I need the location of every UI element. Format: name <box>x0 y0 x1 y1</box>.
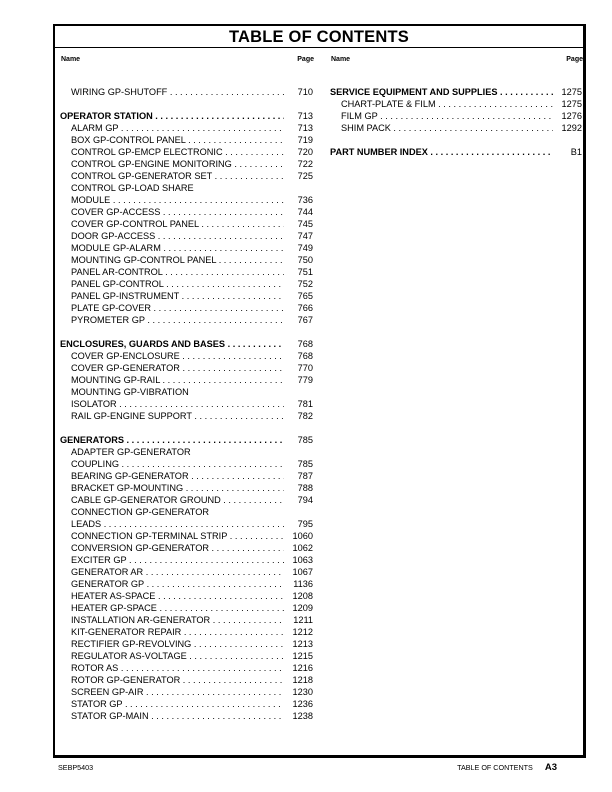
entry-name-text: REGULATOR AS-VOLTAGE <box>71 651 187 661</box>
entry-page-number: 1230 <box>292 687 313 697</box>
entry-page-number: 1060 <box>292 531 313 541</box>
entry-name <box>71 158 284 170</box>
entry-page-number: 719 <box>297 135 313 145</box>
entry-name <box>71 86 284 98</box>
entry-page-number: 1212 <box>292 627 313 637</box>
entry-page-number: 1215 <box>292 651 313 661</box>
entry-name-text: CONNECTION GP-TERMINAL STRIP <box>71 531 228 541</box>
entry-name <box>71 230 284 242</box>
toc-entry[interactable] <box>60 386 314 398</box>
toc-section-entry[interactable] <box>60 338 314 350</box>
entry-name <box>71 218 284 230</box>
footer-right <box>457 762 557 773</box>
toc-entry[interactable] <box>60 122 314 134</box>
toc-entry[interactable] <box>60 158 314 170</box>
entry-page-number: 750 <box>297 255 313 265</box>
entry-name <box>71 242 284 254</box>
entry-page-number: 766 <box>297 303 313 313</box>
toc-entry[interactable] <box>60 566 314 578</box>
toc-entry[interactable] <box>60 590 314 602</box>
entry-name <box>341 122 553 134</box>
entry-page-number: 752 <box>297 279 313 289</box>
entry-page-number: 1213 <box>292 639 313 649</box>
entry-name-text: PLATE GP-COVER <box>71 303 151 313</box>
entry-name <box>71 602 284 614</box>
toc-entry[interactable] <box>60 86 314 98</box>
entry-name <box>71 398 284 410</box>
entry-page-number: 779 <box>297 375 313 385</box>
page-frame <box>53 24 586 758</box>
entry-name-text: PART NUMBER INDEX <box>330 147 428 157</box>
entry-name <box>71 542 284 554</box>
column-header <box>60 56 314 68</box>
entry-page-number: 781 <box>297 399 313 409</box>
toc-entry[interactable] <box>60 254 314 266</box>
entry-name-text: CONTROL GP-EMCP ELECTRONIC <box>71 147 223 157</box>
toc-entry[interactable] <box>60 278 314 290</box>
entry-page-number: 788 <box>297 483 313 493</box>
entry-page-number: 1236 <box>292 699 313 709</box>
entry-name <box>71 590 284 602</box>
toc-entry[interactable] <box>60 230 314 242</box>
entry-name <box>71 650 284 662</box>
entry-page-number: 1238 <box>292 711 313 721</box>
entry-name-text: COVER GP-ACCESS <box>71 207 161 217</box>
entry-name <box>71 374 284 386</box>
toc-entry[interactable] <box>60 518 314 530</box>
entry-name-text: DOOR GP-ACCESS <box>71 231 156 241</box>
toc-entry[interactable] <box>60 638 314 650</box>
entry-page-number: 725 <box>297 171 313 181</box>
entry-name-text: LEADS <box>71 519 102 529</box>
entry-name-text: INSTALLATION AR-GENERATOR <box>71 615 211 625</box>
entry-page-number: 767 <box>297 315 313 325</box>
entry-name-text: BOX GP-CONTROL PANEL <box>71 135 186 145</box>
entry-name <box>71 170 284 182</box>
entry-name <box>71 194 284 206</box>
entry-name-text: COVER GP-GENERATOR <box>71 363 180 373</box>
entry-name <box>71 530 284 542</box>
column-header-page: Page <box>297 56 314 63</box>
entry-page-number: 785 <box>297 459 313 469</box>
entry-name-text: CHART-PLATE & FILM <box>341 99 436 109</box>
entry-name-text: CABLE GP-GENERATOR GROUND <box>71 495 221 505</box>
entry-page-number: 1216 <box>292 663 313 673</box>
entry-page-number: 1063 <box>292 555 313 565</box>
entry-page-number: 713 <box>297 123 313 133</box>
entry-name <box>71 410 284 422</box>
entry-name <box>71 206 284 218</box>
entry-name <box>71 554 284 566</box>
toc-entry[interactable] <box>330 98 583 110</box>
entry-name-text: CONNECTION GP-GENERATOR <box>71 507 209 517</box>
entry-name <box>71 254 284 266</box>
footer-doc-id: SEBP5403 <box>58 763 94 772</box>
entry-name-text: OPERATOR STATION <box>60 111 153 121</box>
entry-page-number: 720 <box>297 147 313 157</box>
entry-name-text: HEATER AS-SPACE <box>71 591 156 601</box>
entry-name-text: PANEL GP-INSTRUMENT <box>71 291 180 301</box>
entry-page-number: 713 <box>297 111 313 121</box>
toc-section-entry[interactable] <box>60 434 314 446</box>
toc-section-entry[interactable] <box>330 86 583 98</box>
toc-entry[interactable] <box>60 170 314 182</box>
entry-page-number: 768 <box>297 339 313 349</box>
entry-name-text: CONTROL GP-LOAD SHARE <box>71 183 194 193</box>
entry-name-text: GENERATOR AR <box>71 567 144 577</box>
entry-page-number: 744 <box>297 207 313 217</box>
entry-name <box>71 698 284 710</box>
toc-entry[interactable] <box>60 446 314 458</box>
entry-name <box>60 110 284 122</box>
entry-name-text: SHIM PACK <box>341 123 391 133</box>
entry-name <box>71 494 284 506</box>
entry-name <box>71 674 284 686</box>
toc-entry[interactable] <box>60 470 314 482</box>
entry-page-number: 1062 <box>292 543 313 553</box>
entry-name-text: BEARING GP-GENERATOR <box>71 471 189 481</box>
entry-name-text: MODULE <box>71 195 111 205</box>
toc-entry[interactable] <box>60 350 314 362</box>
toc-entry[interactable] <box>60 674 314 686</box>
toc-entry[interactable] <box>60 218 314 230</box>
toc-entry[interactable] <box>60 578 314 590</box>
entry-name <box>71 458 284 470</box>
entry-page-number: 736 <box>297 195 313 205</box>
entry-page-number: 765 <box>297 291 313 301</box>
entry-name-text: MODULE GP-ALARM <box>71 243 161 253</box>
toc-entry[interactable] <box>60 530 314 542</box>
entry-name-text: GENERATOR GP <box>71 579 145 589</box>
toc-entry[interactable] <box>60 302 314 314</box>
toc-entry[interactable] <box>60 182 314 194</box>
entry-name <box>71 470 284 482</box>
toc-entry[interactable] <box>60 242 314 254</box>
toc-entry[interactable] <box>330 110 583 122</box>
entry-page-number: 1208 <box>292 591 313 601</box>
entry-page-number: 787 <box>297 471 313 481</box>
entry-name <box>71 566 284 578</box>
entry-name-text: MOUNTING GP-VIBRATION <box>71 387 189 397</box>
toc-entry[interactable] <box>60 698 314 710</box>
toc-entry[interactable] <box>60 374 314 386</box>
entry-name-text: WIRING GP-SHUTOFF <box>71 87 168 97</box>
entry-page-number: 1275 <box>561 99 582 109</box>
entry-name-text: COVER GP-ENCLOSURE <box>71 351 180 361</box>
toc-entries-right <box>330 86 583 158</box>
entry-name-text: MOUNTING GP-RAIL <box>71 375 160 385</box>
entry-name-text: RAIL GP-ENGINE SUPPORT <box>71 411 192 421</box>
toc-entry[interactable] <box>60 398 314 410</box>
entry-page-number: 795 <box>297 519 313 529</box>
entry-name <box>60 434 284 446</box>
entry-name-text: COVER GP-CONTROL PANEL <box>71 219 199 229</box>
toc-column-left <box>60 56 314 722</box>
entry-name <box>71 350 284 362</box>
entry-name <box>71 662 284 674</box>
entry-name-text: ADAPTER GP-GENERATOR <box>71 447 191 457</box>
entry-page-number: B1 <box>570 147 582 157</box>
entry-name-text: MOUNTING GP-CONTROL PANEL <box>71 255 217 265</box>
entry-name <box>341 98 553 110</box>
entry-name-text: COUPLING <box>71 459 119 469</box>
toc-entry[interactable] <box>60 602 314 614</box>
entry-name-text: RECTIFIER GP-REVOLVING <box>71 639 192 649</box>
entry-name <box>71 482 284 494</box>
toc-entry[interactable] <box>60 194 314 206</box>
toc-entry[interactable] <box>60 266 314 278</box>
toc-entry[interactable] <box>60 146 314 158</box>
entry-name <box>71 314 284 326</box>
entry-name-text: CONTROL GP-ENGINE MONITORING <box>71 159 232 169</box>
entry-name <box>330 146 553 158</box>
entry-name <box>71 134 284 146</box>
footer-section: TABLE OF CONTENTS <box>457 763 533 772</box>
entry-page-number: 710 <box>297 87 313 97</box>
entry-name-text: CONVERSION GP-GENERATOR <box>71 543 209 553</box>
page-title: TABLE OF CONTENTS <box>228 28 409 46</box>
entry-page-number: 770 <box>297 363 313 373</box>
toc-entry[interactable] <box>60 314 314 326</box>
toc-entry[interactable] <box>60 482 314 494</box>
column-header-name: Name <box>61 56 81 63</box>
entry-name <box>71 302 284 314</box>
toc-section-entry[interactable] <box>330 146 583 158</box>
entry-name-text: KIT-GENERATOR REPAIR <box>71 627 182 637</box>
entry-name <box>71 386 284 398</box>
toc-entry[interactable] <box>60 626 314 638</box>
entry-page-number: 1209 <box>292 603 313 613</box>
entry-name <box>71 146 284 158</box>
entry-name <box>71 506 284 518</box>
entry-page-number: 1276 <box>561 111 582 121</box>
toc-entry[interactable] <box>60 410 314 422</box>
toc-entry[interactable] <box>60 686 314 698</box>
entry-page-number: 1275 <box>561 87 582 97</box>
entry-name <box>71 626 284 638</box>
entry-page-number: 782 <box>297 411 313 421</box>
entry-name <box>71 710 284 722</box>
entry-name-text: ISOLATOR <box>71 399 117 409</box>
entry-name-text: ROTOR GP-GENERATOR <box>71 675 181 685</box>
entry-name <box>71 578 284 590</box>
entry-name <box>71 686 284 698</box>
entry-name-text: EXCITER GP <box>71 555 127 565</box>
toc-entry[interactable] <box>60 290 314 302</box>
column-header <box>330 56 583 68</box>
entry-page-number: 1211 <box>293 615 313 625</box>
entry-name <box>341 110 553 122</box>
toc-entry[interactable] <box>60 662 314 674</box>
entry-page-number: 747 <box>297 231 313 241</box>
toc-entry[interactable] <box>60 206 314 218</box>
toc-entry[interactable] <box>60 134 314 146</box>
entry-page-number: 768 <box>297 351 313 361</box>
entry-name <box>71 290 284 302</box>
toc-entry[interactable] <box>60 458 314 470</box>
toc-section-entry[interactable] <box>60 110 314 122</box>
entry-page-number: 785 <box>297 435 313 445</box>
entry-name <box>71 266 284 278</box>
entry-name-text: PANEL AR-CONTROL <box>71 267 163 277</box>
toc-entry[interactable] <box>60 614 314 626</box>
toc-entry[interactable] <box>60 506 314 518</box>
toc-entry[interactable] <box>60 542 314 554</box>
toc-entry[interactable] <box>60 650 314 662</box>
entry-name-text: CONTROL GP-GENERATOR SET <box>71 171 213 181</box>
toc-entry[interactable] <box>60 362 314 374</box>
entry-name <box>71 182 284 194</box>
entry-name-text: HEATER GP-SPACE <box>71 603 157 613</box>
entry-name <box>71 122 284 134</box>
entry-name-text: ENCLOSURES, GUARDS AND BASES <box>60 339 226 349</box>
entry-name-text: ROTOR AS <box>71 663 119 673</box>
entry-name-text: PYROMETER GP <box>71 315 145 325</box>
entry-name <box>330 86 553 98</box>
column-header-name: Name <box>331 56 351 63</box>
entry-page-number: 751 <box>297 267 313 277</box>
title-bar <box>55 26 583 48</box>
entry-page-number: 749 <box>297 243 313 253</box>
entry-name <box>71 278 284 290</box>
toc-entry[interactable] <box>60 554 314 566</box>
entry-name-text: BRACKET GP-MOUNTING <box>71 483 184 493</box>
toc-entry[interactable] <box>60 710 314 722</box>
entry-name <box>71 362 284 374</box>
entry-page-number: 1067 <box>292 567 313 577</box>
entry-name-text: STATOR GP-MAIN <box>71 711 149 721</box>
entry-page-number: 794 <box>297 495 313 505</box>
entry-name <box>71 614 284 626</box>
entry-name <box>71 638 284 650</box>
toc-entries-left <box>60 86 314 722</box>
entry-name-text: SCREEN GP-AIR <box>71 687 144 697</box>
entry-name-text: FILM GP <box>341 111 378 121</box>
footer-page-number: A3 <box>544 762 557 773</box>
entry-name <box>71 446 284 458</box>
toc-column-right <box>330 56 583 158</box>
entry-page-number: 1292 <box>561 123 582 133</box>
entry-page-number: 1136 <box>293 579 313 589</box>
entry-page-number: 722 <box>297 159 313 169</box>
entry-name-text: SERVICE EQUIPMENT AND SUPPLIES <box>330 87 498 97</box>
toc-entry[interactable] <box>330 122 583 134</box>
entry-name <box>60 338 284 350</box>
entry-page-number: 1218 <box>292 675 313 685</box>
toc-entry[interactable] <box>60 494 314 506</box>
entry-name <box>71 518 284 530</box>
entry-name-text: PANEL GP-CONTROL <box>71 279 164 289</box>
entry-name-text: ALARM GP <box>71 123 119 133</box>
entry-name-text: GENERATORS <box>60 435 124 445</box>
entry-page-number: 745 <box>297 219 313 229</box>
entry-name-text: STATOR GP <box>71 699 123 709</box>
column-header-page: Page <box>566 56 583 63</box>
